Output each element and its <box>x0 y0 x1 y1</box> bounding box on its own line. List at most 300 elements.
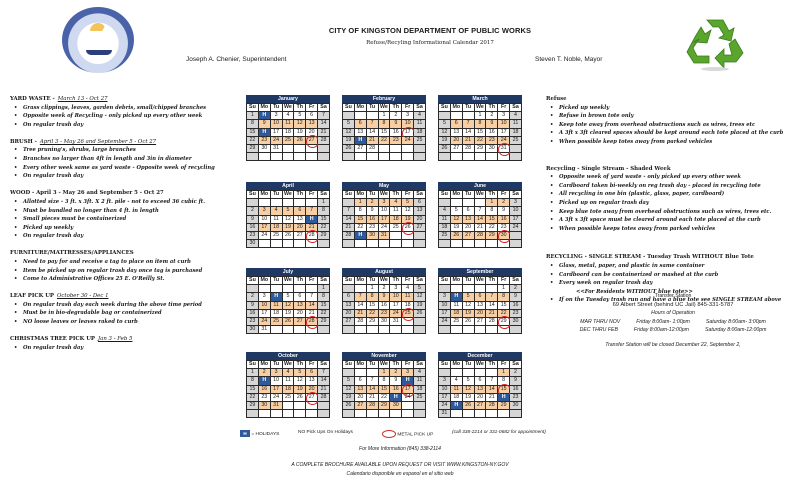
calendar-day: 31 <box>270 144 282 152</box>
calendar-day: H <box>270 293 282 301</box>
calendar-day: 11 <box>414 377 426 385</box>
section-title <box>10 138 242 147</box>
calendar-empty-cell <box>366 112 378 120</box>
closed-note: Transfer Station will be closed December 22, September 2, <box>605 341 741 348</box>
calendar-empty-cell <box>414 401 426 409</box>
calendar-day: 21 <box>318 385 330 393</box>
hours-title: Hours of Operation <box>651 310 695 316</box>
hours-period: MAR THRU NOV <box>580 318 621 325</box>
calendar-day: 10 <box>270 120 282 128</box>
calendar-day: 26 <box>343 401 355 409</box>
weekday-header: Su <box>343 277 355 285</box>
calendar-day: 9 <box>247 215 259 223</box>
calendar-empty-cell <box>450 326 462 334</box>
section-title-text: RECYCLING - SINGLE STREAM - Tuesday Trash WITHOUT Blue Tote <box>546 254 754 261</box>
list-item: • Need to pay for and receive a tag to place on item at curb <box>14 258 242 267</box>
calendar-day: 28 <box>486 401 498 409</box>
calendar-empty-cell <box>450 112 462 120</box>
calendar-day: 1 <box>474 112 486 120</box>
transfer-station-info <box>546 292 800 349</box>
calendar-day: 28 <box>318 393 330 401</box>
weekday-header: We <box>284 277 292 284</box>
calendar-day: 10 <box>498 120 510 128</box>
calendar-empty-cell <box>282 240 294 248</box>
calendar-day: 10 <box>510 207 522 215</box>
calendar-day: 6 <box>294 207 306 215</box>
calendar-empty-cell <box>294 144 306 152</box>
calendar-day: 26 <box>402 223 414 231</box>
section-list <box>546 173 800 233</box>
calendar-day: 22 <box>366 309 378 317</box>
month-name: January <box>246 95 330 103</box>
calendar-day: 9 <box>510 293 522 301</box>
calendar-empty-cell <box>414 326 426 334</box>
weekday-header: Fr <box>306 104 318 112</box>
weekday-header: Fr <box>498 361 510 369</box>
calendar-empty-cell <box>462 153 474 161</box>
calendar-day: 20 <box>343 309 355 317</box>
calendar-day: 30 <box>486 144 498 152</box>
weekday-header: Tu <box>270 191 282 199</box>
weekday-header: Th <box>390 191 402 199</box>
calendar-day: 18 <box>282 385 294 393</box>
calendar-empty-cell <box>474 369 486 377</box>
calendar-day: 24 <box>498 136 510 144</box>
section-title-text: Recycling - Single Stream - Shaded Week <box>546 165 671 172</box>
calendar-day: 23 <box>258 136 270 144</box>
calendar-day: 29 <box>366 317 378 325</box>
calendar-day: 1 <box>354 199 366 207</box>
calendar-day: 11 <box>282 120 294 128</box>
calendar-day: 28 <box>306 317 318 325</box>
calendar-empty-cell <box>390 410 402 418</box>
section-list <box>10 344 242 353</box>
list-item: • NO loose leaves or leaves raked to curb <box>14 318 242 327</box>
calendar-day: 14 <box>462 128 474 136</box>
list-item: • Small pieces must be containerized <box>14 215 242 224</box>
calendar-empty-cell <box>390 153 402 161</box>
calendar-day: 11 <box>439 215 451 223</box>
calendar-day: 19 <box>294 385 306 393</box>
calendar-day: 10 <box>258 215 270 223</box>
calendar-day: 6 <box>343 293 355 301</box>
calendar-day: 27 <box>450 144 462 152</box>
calendar-day: 30 <box>247 240 259 248</box>
month-name: July <box>246 268 330 276</box>
calendar-empty-cell <box>354 410 366 418</box>
calendar-day: 29 <box>247 401 259 409</box>
left-info-column <box>10 95 242 361</box>
calendar-empty-cell <box>354 326 366 334</box>
calendar-empty-cell <box>474 153 486 161</box>
calendar-day: 14 <box>343 215 355 223</box>
weekday-header: Fr <box>402 361 414 369</box>
calendar-day: 22 <box>318 223 330 231</box>
calendar-day: 7 <box>366 377 378 385</box>
weekday-header: Su <box>247 191 259 199</box>
calendar-day: 9 <box>390 377 402 385</box>
calendar-day: 25 <box>282 393 294 401</box>
calendar-day: 26 <box>282 231 294 239</box>
calendar-empty-cell <box>498 326 510 334</box>
calendar-day: 19 <box>343 393 355 401</box>
weekday-header: Fr <box>498 104 510 112</box>
calendar-day: 10 <box>439 385 451 393</box>
weekday-header: Th <box>486 104 498 112</box>
weekday-header: Mo <box>450 361 462 369</box>
calendar-day: 28 <box>366 401 378 409</box>
calendar-day: 21 <box>306 309 318 317</box>
calendar-day: H <box>390 393 402 401</box>
calendar-day: 29 <box>486 231 498 239</box>
calendar-day: 23 <box>498 223 510 231</box>
calendar-day: 8 <box>498 377 510 385</box>
calendar-empty-cell <box>366 410 378 418</box>
weekday-header: Sa <box>318 104 330 112</box>
calendar-day: 11 <box>414 120 426 128</box>
calendar-day: 23 <box>366 223 378 231</box>
weekday-header: Sa <box>510 191 522 199</box>
calendar-empty-cell <box>510 144 522 152</box>
calendar-day: 20 <box>294 309 306 317</box>
weekday-header: Mo <box>450 104 462 112</box>
section-list <box>10 104 242 130</box>
calendar-day: 18 <box>450 393 462 401</box>
weekday-header: Mo <box>354 191 366 199</box>
calendar-day: 27 <box>306 136 318 144</box>
metal-ring-swatch <box>382 430 396 438</box>
brochure-note: A COMPLETE BROCHURE AVAILABLE UPON REQUEST OR VISIT WWW.KINGSTON-NY.GOV <box>291 462 509 468</box>
info-section <box>10 138 242 181</box>
calendar-empty-cell <box>462 410 474 418</box>
weekday-header: Mo <box>450 277 462 285</box>
superintendent-name: Joseph A. Chenier, Superintendent <box>186 56 287 63</box>
weekday-header: Th <box>486 277 498 285</box>
calendar-day: 17 <box>402 385 414 393</box>
legend-holidays <box>240 430 279 437</box>
calendar-day: 16 <box>390 128 402 136</box>
calendar-day: 19 <box>462 393 474 401</box>
hours-saturday: Saturday 8:00am- 3:00pm <box>705 318 766 325</box>
calendar-day: 17 <box>270 128 282 136</box>
calendar-empty-cell <box>306 326 318 334</box>
calendar-day: 18 <box>414 128 426 136</box>
calendar-day: 26 <box>294 136 306 144</box>
calendar-empty-cell <box>282 410 294 418</box>
hours-row <box>546 318 800 327</box>
calendar-day: 5 <box>343 120 355 128</box>
calendar-empty-cell <box>486 153 498 161</box>
calendar-day: 9 <box>510 377 522 385</box>
calendar-day: 20 <box>450 136 462 144</box>
calendar-day: 10 <box>390 293 402 301</box>
list-item: • When possible keeps totes away from parked vehicles <box>550 225 800 234</box>
calendar-day: 7 <box>486 377 498 385</box>
calendar-empty-cell <box>318 410 330 418</box>
calendar-day: 27 <box>414 223 426 231</box>
calendar-day: 25 <box>402 309 414 317</box>
calendar-empty-cell <box>378 326 390 334</box>
weekday-header: Su <box>343 361 355 369</box>
list-item: • Must be bundled no longer than 4 ft. in length <box>14 207 242 216</box>
calendar-day: 31 <box>439 410 451 418</box>
calendar-day: 13 <box>450 128 462 136</box>
calendar-day: 30 <box>366 231 378 239</box>
month-calendar-july <box>246 268 330 334</box>
weekday-header: Mo <box>258 361 270 369</box>
calendar-empty-cell <box>343 199 355 207</box>
calendar-day: 7 <box>318 369 330 377</box>
section-list <box>10 198 242 241</box>
section-dates: October 30 - Dec 1 <box>56 293 109 300</box>
calendar-day: H <box>354 231 366 239</box>
calendar-day: 24 <box>402 136 414 144</box>
calendar-day: 2 <box>247 293 259 301</box>
list-item: • Keep tote away from overhead obstructions such as wires, trees etc <box>550 121 800 130</box>
section-list <box>546 104 800 147</box>
calendar-day: 8 <box>366 293 378 301</box>
calendar-day: 5 <box>462 377 474 385</box>
calendar-day: 17 <box>498 128 510 136</box>
calendar-day: 28 <box>343 231 355 239</box>
calendar-empty-cell <box>486 326 498 334</box>
calendar-day: 21 <box>366 393 378 401</box>
calendar-day: 12 <box>282 301 294 309</box>
calendar-day: 8 <box>378 377 390 385</box>
calendar-day: 18 <box>390 215 402 223</box>
calendar-day: 7 <box>462 120 474 128</box>
calendar-day: 22 <box>318 309 330 317</box>
calendar-empty-cell <box>414 144 426 152</box>
page-subtitle: Refuse/Recyling Informational Calendar 2017 <box>366 40 494 46</box>
calendar-empty-cell <box>343 326 355 334</box>
calendar-day: 14 <box>318 120 330 128</box>
weekday-header: Tu <box>270 361 282 369</box>
calendar-day: H <box>450 293 462 301</box>
list-item: <<For Residents WITHOUT blue tote>> <box>576 288 693 295</box>
list-item: • Grass clippings, leaves, garden debris, small/chipped branches <box>14 104 242 113</box>
calendar-day: 30 <box>498 231 510 239</box>
list-item: • Picked up weekly <box>14 224 242 233</box>
calendar-day: 23 <box>390 136 402 144</box>
calendar-day: 31 <box>258 326 270 334</box>
calendar-day: 16 <box>498 215 510 223</box>
calendar-empty-cell <box>462 240 474 248</box>
section-title-text: WOOD - April 3 - May 26 and September 5 - Oct 27 <box>10 190 164 197</box>
calendar-day: 5 <box>439 120 451 128</box>
calendar-day: 30 <box>258 401 270 409</box>
calendar-day: 15 <box>378 385 390 393</box>
calendar-empty-cell <box>439 153 451 161</box>
weekday-header: Sa <box>318 361 330 369</box>
calendar-empty-cell <box>258 240 270 248</box>
list-item: • All recycling in one bin (plastic, glass, paper, cardboard) <box>550 190 800 199</box>
calendar-empty-cell <box>510 410 522 418</box>
calendar-day: 25 <box>270 231 282 239</box>
calendar-day: 26 <box>282 317 294 325</box>
calendar-day: 23 <box>378 309 390 317</box>
calendar-day: 27 <box>294 231 306 239</box>
boat-hull-graphic <box>86 50 112 55</box>
weekday-header: Tu <box>462 361 474 369</box>
calendar-day: 13 <box>354 128 366 136</box>
calendar-empty-cell <box>474 199 486 207</box>
calendar-empty-cell <box>343 285 355 293</box>
weekday-header: We <box>476 104 484 111</box>
calendar-empty-cell <box>282 401 294 409</box>
calendar-day: 4 <box>510 112 522 120</box>
weekday-header: We <box>476 361 484 368</box>
calendar-empty-cell <box>390 326 402 334</box>
calendar-empty-cell <box>294 410 306 418</box>
calendar-empty-cell <box>366 240 378 248</box>
calendar-day: 16 <box>390 385 402 393</box>
weekday-header: Mo <box>258 191 270 199</box>
calendar-day: 23 <box>510 309 522 317</box>
calendar-day: 19 <box>462 309 474 317</box>
calendar-day: 6 <box>306 112 318 120</box>
weekday-header: Mo <box>258 104 270 112</box>
calendar-empty-cell <box>439 112 451 120</box>
calendar-empty-cell <box>414 153 426 161</box>
calendar-day: 10 <box>402 120 414 128</box>
weekday-header: Su <box>247 361 259 369</box>
calendar-empty-cell <box>462 326 474 334</box>
list-item: • On regular trash day <box>14 172 242 181</box>
calendar-day: 19 <box>282 309 294 317</box>
weekday-header: Th <box>390 104 402 112</box>
calendar-day: 4 <box>402 285 414 293</box>
calendar-empty-cell <box>247 153 259 161</box>
weekday-header: Sa <box>414 277 426 285</box>
calendar-day: 22 <box>378 136 390 144</box>
weekday-header: Tu <box>462 104 474 112</box>
calendar-empty-cell <box>282 144 294 152</box>
month-calendar-june <box>438 182 522 248</box>
calendar-day: 24 <box>378 223 390 231</box>
calendar-day: 29 <box>498 401 510 409</box>
calendar-day: 13 <box>306 377 318 385</box>
calendar-day: 31 <box>378 231 390 239</box>
calendar-day: 6 <box>414 199 426 207</box>
calendar-day: 6 <box>474 293 486 301</box>
calendar-day: 30 <box>390 401 402 409</box>
right-info-column <box>546 95 800 313</box>
calendar-empty-cell <box>343 240 355 248</box>
calendar-day: 14 <box>366 128 378 136</box>
calendar-day: 30 <box>247 326 259 334</box>
calendar-day: 5 <box>414 285 426 293</box>
calendar-day: 10 <box>258 301 270 309</box>
calendar-day: 4 <box>414 369 426 377</box>
city-seal-icon <box>62 7 134 73</box>
calendar-day: 2 <box>390 112 402 120</box>
calendar-empty-cell <box>270 285 282 293</box>
month-calendar-february <box>342 95 426 161</box>
calendar-day: 13 <box>294 301 306 309</box>
weekday-header: Th <box>294 191 306 199</box>
weekday-header: Th <box>390 361 402 369</box>
month-calendar-october <box>246 352 330 418</box>
calendar-day: 12 <box>282 215 294 223</box>
calendar-day: 12 <box>439 128 451 136</box>
weekday-header: Mo <box>354 277 366 285</box>
calendar-empty-cell <box>474 410 486 418</box>
calendar-empty-cell <box>318 144 330 152</box>
calendar-day: 5 <box>462 293 474 301</box>
weekday-header: Tu <box>366 361 378 369</box>
list-item: • Tree pruning's, shrubs, large branches <box>14 146 242 155</box>
weekday-header: Sa <box>510 104 522 112</box>
calendar-empty-cell <box>498 153 510 161</box>
calendar-empty-cell <box>258 199 270 207</box>
calendar-day: 14 <box>486 301 498 309</box>
calendar-empty-cell <box>270 240 282 248</box>
calendar-day: 30 <box>510 401 522 409</box>
weekday-header: Sa <box>414 361 426 369</box>
calendar-day: 13 <box>414 207 426 215</box>
calendar-day: 21 <box>343 223 355 231</box>
weekday-header: Fr <box>402 191 414 199</box>
calendar-day: H <box>258 128 270 136</box>
list-item: • Branches no larger than 4ft in length and 3in in diameter <box>14 155 242 164</box>
calendar-empty-cell <box>247 285 259 293</box>
calendar-empty-cell <box>318 153 330 161</box>
calendar-empty-cell <box>306 285 318 293</box>
calendar-empty-cell <box>439 369 451 377</box>
calendar-empty-cell <box>402 410 414 418</box>
calendar-day: 1 <box>498 285 510 293</box>
calendar-day: 24 <box>270 393 282 401</box>
weekday-header: Su <box>343 191 355 199</box>
info-section <box>10 189 242 241</box>
calendar-day: 21 <box>354 309 366 317</box>
list-item: • Keep blue tote away from overhead obstructions such as wires, trees etc. <box>550 208 800 217</box>
list-item: • Must be in bio-degradable bag or containerized <box>14 309 242 318</box>
calendar-day: 28 <box>354 317 366 325</box>
calendar-day: 8 <box>318 293 330 301</box>
section-title-text: CHRISTMAS TREE PICK UP <box>10 336 95 343</box>
weekday-header: Tu <box>462 277 474 285</box>
calendar-day: 14 <box>486 385 498 393</box>
calendar-day: 15 <box>378 128 390 136</box>
weekday-header: Th <box>486 361 498 369</box>
calendar-day: 14 <box>306 301 318 309</box>
calendar-day: 4 <box>450 377 462 385</box>
calendar-empty-cell <box>402 317 414 325</box>
weekday-header: Sa <box>510 277 522 285</box>
calendar-day: 20 <box>294 223 306 231</box>
list-item: • On regular trash day <box>14 232 242 241</box>
calendar-day: 16 <box>510 385 522 393</box>
calendar-empty-cell <box>343 112 355 120</box>
calendar-empty-cell <box>402 144 414 152</box>
section-title-text: Refuse <box>546 96 567 102</box>
calendar-day: 12 <box>294 120 306 128</box>
calendar-day: 7 <box>318 112 330 120</box>
calendar-empty-cell <box>486 285 498 293</box>
weekday-header: We <box>284 104 292 111</box>
calendar-day: H <box>402 377 414 385</box>
weekday-header: Mo <box>354 361 366 369</box>
calendar-day: 28 <box>366 144 378 152</box>
calendar-day: H <box>498 393 510 401</box>
calendar-day: 14 <box>366 385 378 393</box>
calendar-empty-cell <box>486 410 498 418</box>
calendar-day: 26 <box>294 393 306 401</box>
weekday-header: We <box>380 104 388 111</box>
calendar-day: 27 <box>343 317 355 325</box>
